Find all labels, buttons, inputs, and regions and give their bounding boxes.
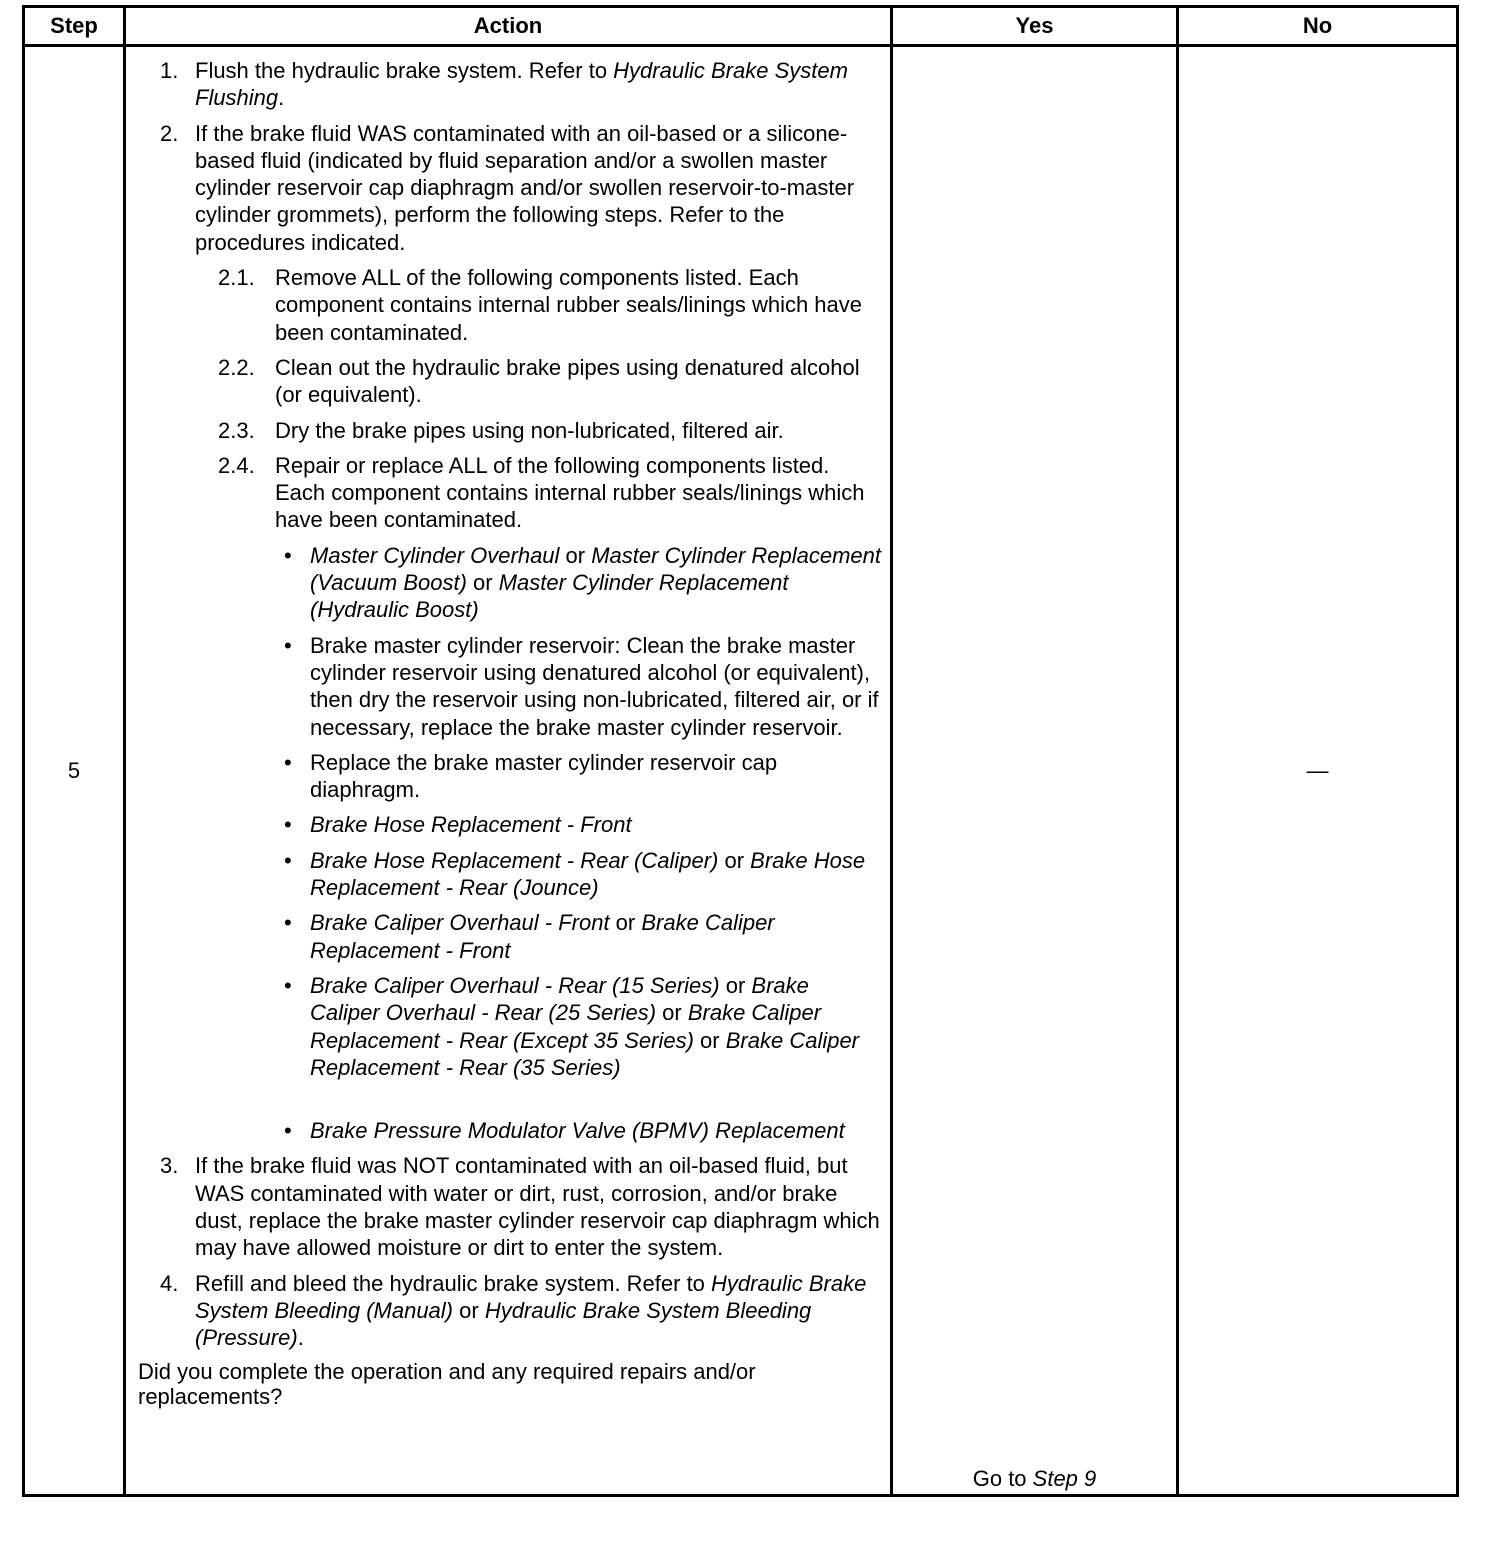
action-cell [125, 46, 892, 1496]
bullet-icon: • [284, 972, 292, 998]
item-number: 1. [160, 58, 179, 83]
item-number: 2.4. [218, 452, 255, 478]
yes-result [893, 1466, 1176, 1494]
bullet-item [138, 847, 882, 902]
numbered-step [138, 1270, 882, 1352]
text-fragment: Brake master cylinder reservoir: Clean the brake master cylinder reservoir using denatured alcohol (or equivalent), then dry the reservoir using non-lubricated, filtered air, or if necessary, replace the brake master cylinder reservoir. [310, 632, 879, 740]
bullet-item [138, 1117, 882, 1144]
header-step: Step [24, 7, 125, 46]
procedure-reference[interactable]: Brake Caliper Replacement - Rear (Except 35 Series) [310, 1000, 822, 1053]
bullet-item [138, 749, 882, 804]
sub-step [138, 264, 882, 346]
table-row [24, 46, 1458, 1496]
procedure-reference[interactable]: Brake Pressure Modulator Valve (BPMV) Replacement [310, 1118, 845, 1144]
text-fragment: Refill and bleed the hydraulic brake system. Refer to [195, 1270, 712, 1296]
no-result: — [1306, 757, 1329, 783]
spacer [138, 1089, 882, 1117]
procedure-reference[interactable]: Hydraulic Brake System Bleeding (Manual) [195, 1270, 867, 1323]
text-fragment: If the brake fluid WAS contaminated with an oil-based or a silicone-based fluid (indicated by fluid separation and/or a swollen master cylinder reservoir cap diaphragm and/or swollen reservoir-to-master cylinder grommets), perform the following steps. Refer to the procedures indicated. [195, 120, 855, 255]
item-number: 2.2. [218, 354, 255, 380]
sub-step-text: Remove ALL of the following components listed. Each component contains internal rubber seals/linings which have been contaminated. [275, 265, 863, 345]
procedure-reference[interactable]: Brake Caliper Replacement - Rear (35 Series) [310, 1027, 860, 1080]
sub-step [138, 452, 882, 534]
text-fragment: or [559, 542, 592, 568]
bullet-icon: • [284, 910, 292, 936]
bullet-item [138, 632, 882, 741]
procedure-reference[interactable]: Brake Caliper Overhaul - Front [310, 910, 610, 936]
text-fragment: or [466, 570, 499, 596]
bullet-item [138, 909, 882, 964]
procedure-reference[interactable]: Brake Hose Replacement - Rear (Caliper) [310, 847, 719, 873]
sub-step [138, 354, 882, 409]
procedure-reference[interactable]: Brake Caliper Overhaul - Rear (15 Series) [310, 972, 720, 998]
yes-prefix: Go to [972, 1466, 1033, 1491]
bullet-icon: • [284, 632, 292, 658]
procedure-reference[interactable]: Hydraulic Brake System Flushing [195, 58, 848, 111]
step-link[interactable]: Step 9 [1032, 1466, 1097, 1491]
text-fragment: Replace the brake master cylinder reservoir cap diaphragm. [310, 749, 778, 803]
procedure-reference[interactable]: Brake Hose Replacement - Rear (Jounce) [310, 847, 866, 901]
procedure-reference[interactable]: Brake Caliper Replacement - Front [310, 910, 775, 963]
header-yes: Yes [892, 7, 1178, 46]
action-content [126, 47, 890, 1413]
procedure-reference[interactable]: Master Cylinder Overhaul [310, 542, 560, 568]
procedure-reference[interactable]: Master Cylinder Replacement (Vacuum Boost) [310, 542, 882, 596]
procedure-reference[interactable]: Brake Caliper Overhaul - Rear (25 Series) [310, 972, 809, 1026]
bullet-icon: • [284, 812, 292, 838]
item-number: 2. [160, 120, 179, 146]
text-fragment: . [278, 85, 285, 111]
text-fragment: or [693, 1027, 726, 1053]
header-row [24, 7, 1458, 46]
bullet-icon: • [284, 847, 292, 873]
item-number: 2.1. [218, 265, 255, 291]
sub-step [138, 417, 882, 444]
numbered-step [138, 57, 882, 112]
bullet-item [138, 542, 882, 624]
diagnostic-step-table [22, 5, 1459, 1497]
procedure-reference[interactable]: Master Cylinder Replacement (Hydraulic Boost) [310, 570, 789, 623]
bullet-icon: • [284, 1118, 292, 1144]
text-fragment: Flush the hydraulic brake system. Refer to [195, 58, 614, 83]
procedure-reference[interactable]: Brake Hose Replacement - Front [310, 812, 632, 838]
text-fragment: If the brake fluid was NOT contaminated with an oil-based fluid, but WAS contaminated with water or dirt, rust, corrosion, and/or brake dust, replace the brake master cylinder reservoir cap diaphragm which may have allowed moisture or dirt to enter the system. [195, 1153, 880, 1261]
step-question: Did you complete the operation and any required repairs and/or replacements? [138, 1359, 756, 1410]
text-fragment: or [609, 910, 642, 936]
text-fragment: . [297, 1325, 304, 1351]
bullet-icon: • [284, 542, 292, 568]
sub-step-text: Dry the brake pipes using non-lubricated, filtered air. [275, 417, 784, 443]
text-fragment: or [718, 847, 751, 873]
sub-step-text: Clean out the hydraulic brake pipes using denatured alcohol (or equivalent). [275, 354, 860, 408]
bullet-item [138, 811, 882, 838]
bullet-item [138, 972, 882, 1081]
text-fragment: or [453, 1297, 485, 1323]
yes-cell [892, 46, 1178, 1496]
step-number: 5 [24, 46, 125, 1496]
sub-step-text: Repair or replace ALL of the following components listed. Each component contains internal rubber seals/linings which have been contaminated. [275, 452, 865, 533]
no-cell [1178, 46, 1458, 1496]
item-number: 2.3. [218, 417, 255, 443]
header-action: Action [125, 7, 892, 46]
numbered-step [138, 120, 882, 256]
procedure-reference[interactable]: Hydraulic Brake System Bleeding (Pressure) [195, 1297, 812, 1351]
header-no: No [1178, 7, 1458, 46]
text-fragment: or [719, 972, 752, 998]
text-fragment: or [656, 1000, 688, 1026]
numbered-step [138, 1152, 882, 1261]
item-number: 3. [160, 1153, 179, 1179]
item-number: 4. [160, 1270, 179, 1296]
bullet-icon: • [284, 749, 292, 775]
